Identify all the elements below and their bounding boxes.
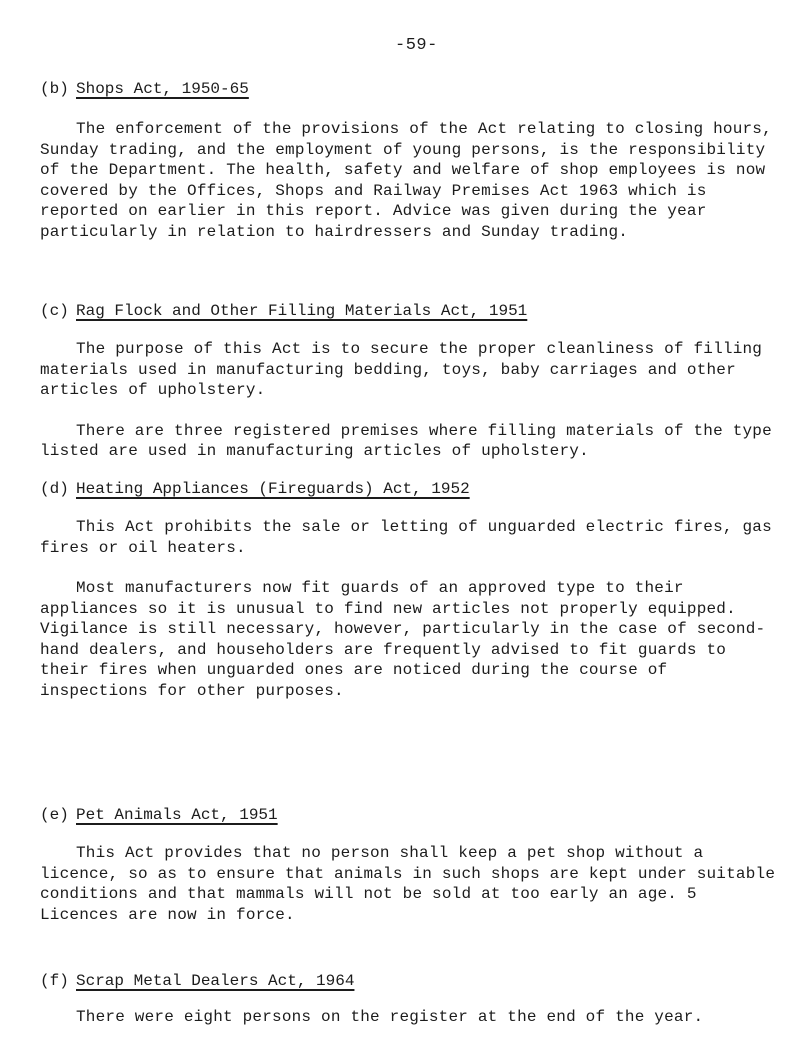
section-pet-animals-act (40, 804, 780, 925)
section-paragraph: There were eight persons on the register at the end of the year. (76, 1008, 704, 1026)
section-letter: (e) (40, 806, 69, 824)
section-heading (40, 804, 780, 826)
section-letter: (f) (40, 972, 69, 990)
section-letter: (d) (40, 480, 69, 498)
section-paragraph: The purpose of this Act is to secure the proper cleanliness of filling materials used in manufacturing bedding, toys, baby carriages and other articles of upholstery. (40, 340, 763, 399)
section-letter: (b) (40, 80, 69, 98)
section-paragraph: There are three registered premises where filling materials of the type listed are used in manufacturing articles of upholstery. (40, 421, 772, 460)
section-paragraph: The enforcement of the provisions of the Act relating to closing hours, Sunday trading, and the employment of young persons, is the responsibility of the Department. The health, safety and welfare of shop employees is now covered by the Offices, Shops and Railway Premises Act 1963 which is reported on earlier in this report. Advice was given during the year particularly in relation to hairdressers and Sunday trading. (40, 120, 772, 241)
section-paragraph: This Act prohibits the sale or letting of unguarded electric fires, gas fires or oil heaters. (40, 518, 772, 557)
section-heating-appliances-act (40, 478, 780, 701)
section-heading (40, 78, 780, 100)
section-title: Heating Appliances (Fireguards) Act, 1952 (76, 480, 470, 498)
page-number: -59- (395, 36, 438, 55)
section-heading (40, 478, 780, 500)
section-scrap-metal-dealers-act (40, 970, 780, 1028)
section-paragraph: This Act provides that no person shall keep a pet shop without a licence, so as to ensure that animals in such shops are kept under suitable conditions and that mammals will not be sold at too early an age. 5 Licences are now in force. (40, 844, 776, 924)
section-heading (40, 300, 780, 322)
section-paragraph: Most manufacturers now fit guards of an approved type to their appliances so it is unusual to find new articles not properly equipped. Vigilance is still necessary, however, particularly in the case of second-hand dealers, and householders are frequently advised to fit guards to their fires when unguarded ones are noticed during the course of inspections for other purposes. (40, 579, 766, 700)
section-shops-act (40, 78, 780, 242)
section-title: Scrap Metal Dealers Act, 1964 (76, 972, 355, 990)
section-title: Pet Animals Act, 1951 (76, 806, 278, 824)
section-title: Shops Act, 1950-65 (76, 80, 249, 98)
section-heading (40, 970, 780, 992)
section-title: Rag Flock and Other Filling Materials Act, 1951 (76, 302, 528, 320)
section-rag-flock-act (40, 300, 780, 462)
section-letter: (c) (40, 302, 69, 320)
